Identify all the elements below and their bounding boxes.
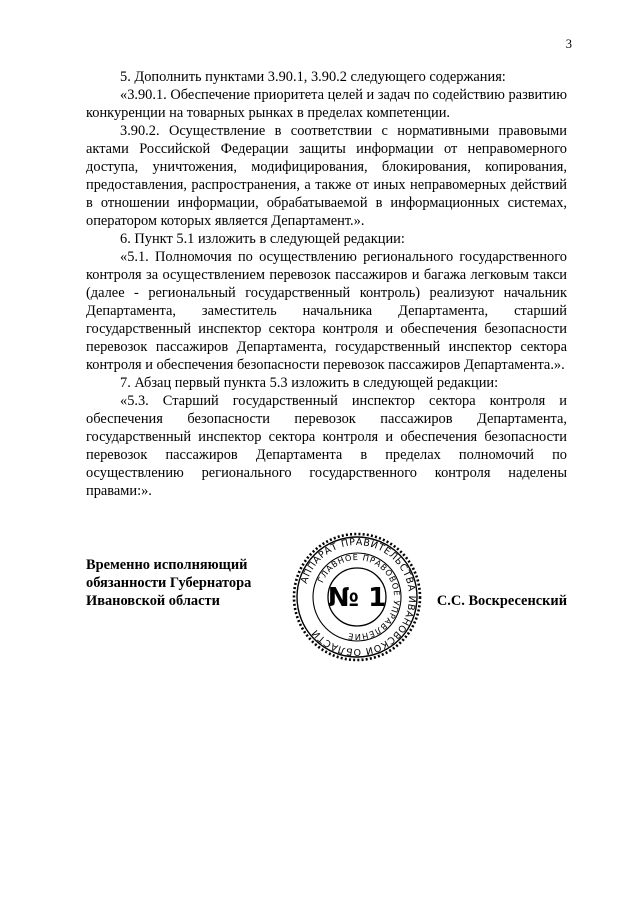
stamp-inner-text: ГЛАВНОЕ ПРАВОВОЕ УПРАВЛЕНИЕ bbox=[315, 551, 403, 643]
stamp-number: № 1 bbox=[327, 583, 387, 613]
official-stamp bbox=[292, 532, 422, 662]
paragraph-5-3: «5.3. Старший государственный инспектор сектора контроля и обеспечения безопасности перевозок пассажиров Департамента, государственный инспектор сектора контроля и обеспечения безопасности перевозок пассажиров Департамента в пределах полномочий по осуществлению регионального государственного контроля наделены правами:». bbox=[86, 393, 567, 499]
paragraph-3-90-2: 3.90.2. Осуществление в соответствии с нормативными правовыми актами Российской Федерации защиты информации от неправомерного доступа, уничтожения, модифицирования, блокирования, копирования, предоставления, распространения, а также от иных неправомерных действий в отношении информации, обрабатываемой в информационных системах, оператором которых является Департамент.». bbox=[86, 123, 567, 229]
signatory-title-line: Ивановской области bbox=[86, 593, 220, 609]
paragraph-3-90-1: «3.90.1. Обеспечение приоритета целей и задач по содействию развитию конкуренции на товарных рынках в пределах компетенции. bbox=[86, 87, 567, 121]
paragraph-item-6: 6. Пункт 5.1 изложить в следующей редакции: bbox=[120, 231, 405, 247]
paragraph-item-5: 5. Дополнить пунктами 3.90.1, 3.90.2 следующего содержания: bbox=[120, 69, 506, 85]
signatory-title-line: обязанности Губернатора bbox=[86, 575, 252, 591]
paragraph-item-7: 7. Абзац первый пункта 5.3 изложить в следующей редакции: bbox=[120, 375, 499, 391]
signatory-name: С.С. Воскресенский bbox=[436, 593, 567, 609]
page-number: 3 bbox=[565, 37, 572, 51]
signature-block bbox=[86, 536, 567, 666]
signatory-title-line: Временно исполняющий bbox=[86, 557, 248, 573]
signatory-title bbox=[86, 556, 251, 610]
stamp-outer-text: АППАРАТ ПРАВИТЕЛЬСТВА ИВАНОВСКОЙ ОБЛАСТИ bbox=[298, 536, 418, 658]
document-body bbox=[86, 68, 567, 500]
paragraph-5-1: «5.1. Полномочия по осуществлению регионального государственного контроля за осуществлением перевозок пассажиров и багажа легковым такси (далее - региональный государственный контроль) реализуют начальник Департамента, заместитель начальника Департамента, старший государственный инспектор сектора контроля и обеспечения безопасности перевозок пассажиров Департамента, государственный инспектор сектора контроля и обеспечения безопасности перевозок пассажиров Департамента.». bbox=[86, 249, 567, 373]
